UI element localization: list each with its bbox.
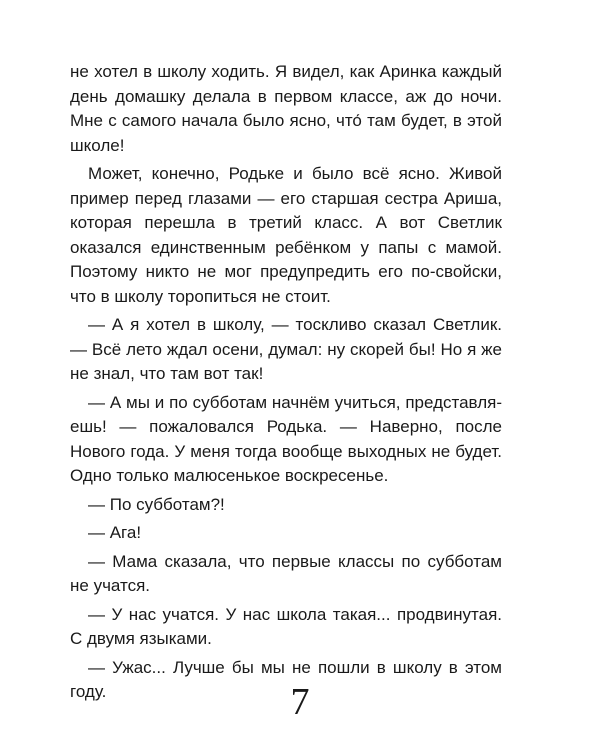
body-text [70,60,502,709]
paragraph-4: — А мы и по субботам начнём учиться, представляешь! — пожаловался Родька. — Наверно, после Нового года. У меня тогда вообще выходных не будет. Одно только малюсенькое воскресенье. [70,392,502,485]
paragraph-6: — Ага! [88,523,142,542]
paragraph-8: — У нас учатся. У нас школа такая... продвинутая. С двумя языками. [70,604,502,648]
paragraph-9: — Ужас... Лучше бы мы не пошли в школу в этом году. [70,657,502,701]
page-number: 7 [290,681,310,723]
paragraph-7: — Мама сказала, что первые классы по субботам не учатся. [70,551,502,595]
paragraph-2: Может, конечно, Родьке и было всё ясно. Живой пример перед глазами — его старшая сестра Ариша, которая перешла в третий класс. А вот Светлик оказался единственным ребёнком у папы с мамой. Поэтому никто не мог предупредить его по-свойски, что в школу торопиться не стоит. [70,164,502,306]
paragraph-5: — По субботам?! [88,494,225,514]
paragraph-1: не хотел в школу ходить. Я видел, как Аринка каждый день домашку делала в первом классе, аж до ночи. Мне с самого начала было ясно, что́ там будет, в этой школе! [70,62,502,155]
paragraph-3: — А я хотел в школу, — тоскливо сказал Светлик. — Всё лето ждал осени, думал: ну скорей бы! Но я же не знал, что там вот так! [70,315,502,383]
